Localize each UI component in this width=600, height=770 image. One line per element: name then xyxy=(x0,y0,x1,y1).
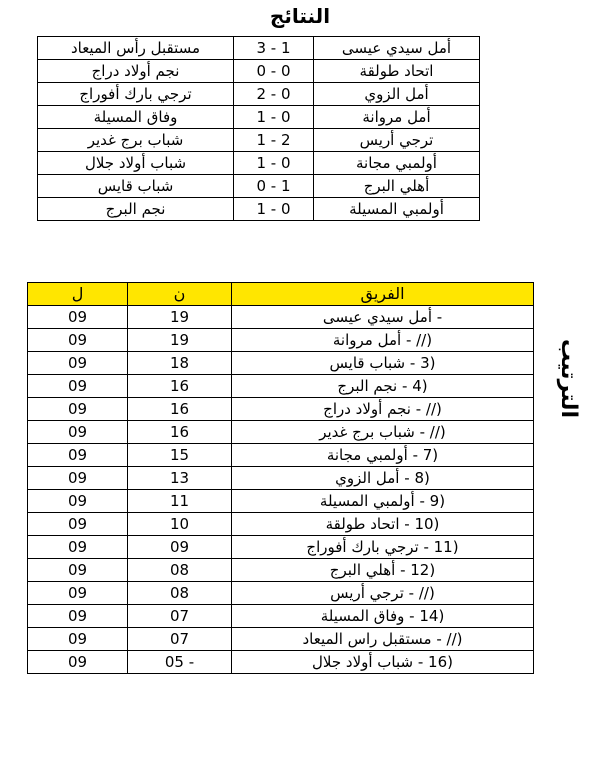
match-score: 0 - 1 xyxy=(234,175,314,198)
team-cell: //) - ترجي أريس xyxy=(232,582,534,605)
team-name: أمل سيدي عيسى xyxy=(322,308,432,326)
away-team: مستقبل رأس الميعاد xyxy=(38,37,234,60)
results-table xyxy=(37,36,480,221)
standings-row xyxy=(28,375,534,398)
standings-row xyxy=(28,559,534,582)
team-name: شباب قايس xyxy=(329,354,406,372)
team-name: ترجي بارك أفوراج xyxy=(306,538,419,556)
played-cell: 09 xyxy=(28,306,128,329)
played-cell: 09 xyxy=(28,605,128,628)
team-cell: 4) - نجم البرج xyxy=(232,375,534,398)
match-score: 1 - 2 xyxy=(234,129,314,152)
standings-table xyxy=(27,282,534,674)
team-name: أمل الزوي xyxy=(335,469,400,487)
standings-row xyxy=(28,467,534,490)
points-cell: 07 xyxy=(128,605,232,628)
played-cell: 09 xyxy=(28,375,128,398)
rank-label: 14) xyxy=(419,607,445,625)
rank-label: //) xyxy=(425,400,442,418)
played-cell: 09 xyxy=(28,421,128,444)
rank-label: //) xyxy=(418,584,435,602)
header-team: الفريق xyxy=(232,283,534,306)
points-cell: 19 xyxy=(128,329,232,352)
standings-vertical-label xyxy=(548,318,588,438)
away-team: نجم البرج xyxy=(38,198,234,221)
played-cell: 09 xyxy=(28,651,128,674)
team-cell: //) - أمل مروانة xyxy=(232,329,534,352)
result-row xyxy=(38,152,480,175)
rank-label: 7) xyxy=(422,446,439,464)
result-row xyxy=(38,106,480,129)
played-cell: 09 xyxy=(28,490,128,513)
result-row xyxy=(38,60,480,83)
team-cell: //) - شباب برج غدير xyxy=(232,421,534,444)
points-cell: 18 xyxy=(128,352,232,375)
result-row xyxy=(38,198,480,221)
played-cell: 09 xyxy=(28,628,128,651)
points-cell: 15 xyxy=(128,444,232,467)
team-name: أولمبي المسيلة xyxy=(319,492,415,510)
team-cell: 12) - أهلي البرج xyxy=(232,559,534,582)
home-team: اتحاد طولقة xyxy=(314,60,480,83)
points-cell: 16 xyxy=(128,375,232,398)
played-cell: 09 xyxy=(28,398,128,421)
home-team: أمل الزوي xyxy=(314,83,480,106)
result-row xyxy=(38,83,480,106)
home-team: أهلي البرج xyxy=(314,175,480,198)
result-row xyxy=(38,129,480,152)
rank-label: 11) xyxy=(433,538,459,556)
result-row xyxy=(38,175,480,198)
standings-row xyxy=(28,628,534,651)
home-team: أمل مروانة xyxy=(314,106,480,129)
rank-label: 9) xyxy=(429,492,446,510)
match-score: 1 - 0 xyxy=(234,106,314,129)
home-team: أولمبي المسيلة xyxy=(314,198,480,221)
team-name: شباب أولاد جلال xyxy=(312,653,414,671)
standings-row xyxy=(28,651,534,674)
match-score: 0 - 0 xyxy=(234,60,314,83)
team-cell: 16) - شباب أولاد جلال xyxy=(232,651,534,674)
team-name: وفاق المسيلة xyxy=(320,607,405,625)
standings-row xyxy=(28,421,534,444)
rank-label: //) xyxy=(416,331,433,349)
points-cell: 08 xyxy=(128,559,232,582)
points-cell: 19 xyxy=(128,306,232,329)
team-cell: 10) - اتحاد طولقة xyxy=(232,513,534,536)
standings-row xyxy=(28,329,534,352)
team-name: مستقبل راس الميعاد xyxy=(302,630,432,648)
team-cell: 8) - أمل الزوي xyxy=(232,467,534,490)
points-cell: 09 xyxy=(128,536,232,559)
team-name: أهلي البرج xyxy=(329,561,396,579)
played-cell: 09 xyxy=(28,352,128,375)
team-cell: 7) - أولمبي مجانة xyxy=(232,444,534,467)
rank-label: 16) xyxy=(428,653,453,671)
team-cell: //) - نجم أولاد دراج xyxy=(232,398,534,421)
played-cell: 09 xyxy=(28,467,128,490)
rank-label: 8) xyxy=(414,469,430,487)
standings-row xyxy=(28,605,534,628)
result-row xyxy=(38,37,480,60)
points-cell: 13 xyxy=(128,467,232,490)
away-team: نجم أولاد دراج xyxy=(38,60,234,83)
played-cell: 09 xyxy=(28,582,128,605)
rank-label: 4) xyxy=(412,377,428,395)
results-title: النتائج xyxy=(269,4,331,28)
played-cell: 09 xyxy=(28,559,128,582)
standings-label-text: الترتيب xyxy=(555,338,581,418)
standings-row xyxy=(28,490,534,513)
home-team: أولمبي مجانة xyxy=(314,152,480,175)
played-cell: 09 xyxy=(28,513,128,536)
points-cell: 10 xyxy=(128,513,232,536)
points-cell: 07 xyxy=(128,628,232,651)
team-cell: - أمل سيدي عيسى xyxy=(232,306,534,329)
home-team: أمل سيدي عيسى xyxy=(314,37,480,60)
rank-label: 10) xyxy=(414,515,440,533)
team-name: ترجي أريس xyxy=(330,584,404,602)
team-name: أولمبي مجانة xyxy=(326,446,408,464)
rank-label: //) xyxy=(446,630,463,648)
match-score: 2 - 0 xyxy=(234,83,314,106)
played-cell: 09 xyxy=(28,536,128,559)
standings-row xyxy=(28,352,534,375)
team-cell: 14) - وفاق المسيلة xyxy=(232,605,534,628)
team-cell: 3) - شباب قايس xyxy=(232,352,534,375)
header-points: ن xyxy=(128,283,232,306)
standings-row xyxy=(28,582,534,605)
team-name: أمل مروانة xyxy=(332,331,402,349)
points-cell: 05 - xyxy=(128,651,232,674)
played-cell: 09 xyxy=(28,444,128,467)
match-score: 1 - 0 xyxy=(234,152,314,175)
rank-label: 3) xyxy=(420,354,436,372)
away-team: وفاق المسيلة xyxy=(38,106,234,129)
match-score: 3 - 1 xyxy=(234,37,314,60)
away-team: شباب أولاد جلال xyxy=(38,152,234,175)
match-score: 1 - 0 xyxy=(234,198,314,221)
points-cell: 16 xyxy=(128,398,232,421)
standings-row xyxy=(28,536,534,559)
standings-row xyxy=(28,398,534,421)
rank-label: //) xyxy=(429,423,446,441)
rank-label: 12) xyxy=(410,561,436,579)
played-cell: 09 xyxy=(28,329,128,352)
standings-row xyxy=(28,513,534,536)
points-cell: 08 xyxy=(128,582,232,605)
team-cell: //) - مستقبل راس الميعاد xyxy=(232,628,534,651)
standings-header-row xyxy=(28,283,534,306)
standings-row xyxy=(28,306,534,329)
team-name: اتحاد طولقة xyxy=(325,515,400,533)
team-cell: 9) - أولمبي المسيلة xyxy=(232,490,534,513)
team-cell: 11) - ترجي بارك أفوراج xyxy=(232,536,534,559)
away-team: شباب قايس xyxy=(38,175,234,198)
points-cell: 16 xyxy=(128,421,232,444)
points-cell: 11 xyxy=(128,490,232,513)
away-team: ترجي بارك أفوراج xyxy=(38,83,234,106)
away-team: شباب برج غدير xyxy=(38,129,234,152)
team-name: نجم البرج xyxy=(337,377,398,395)
team-name: نجم أولاد دراج xyxy=(323,400,411,418)
standings-row xyxy=(28,444,534,467)
header-played: ل xyxy=(28,283,128,306)
team-name: شباب برج غدير xyxy=(319,423,415,441)
home-team: ترجي أريس xyxy=(314,129,480,152)
